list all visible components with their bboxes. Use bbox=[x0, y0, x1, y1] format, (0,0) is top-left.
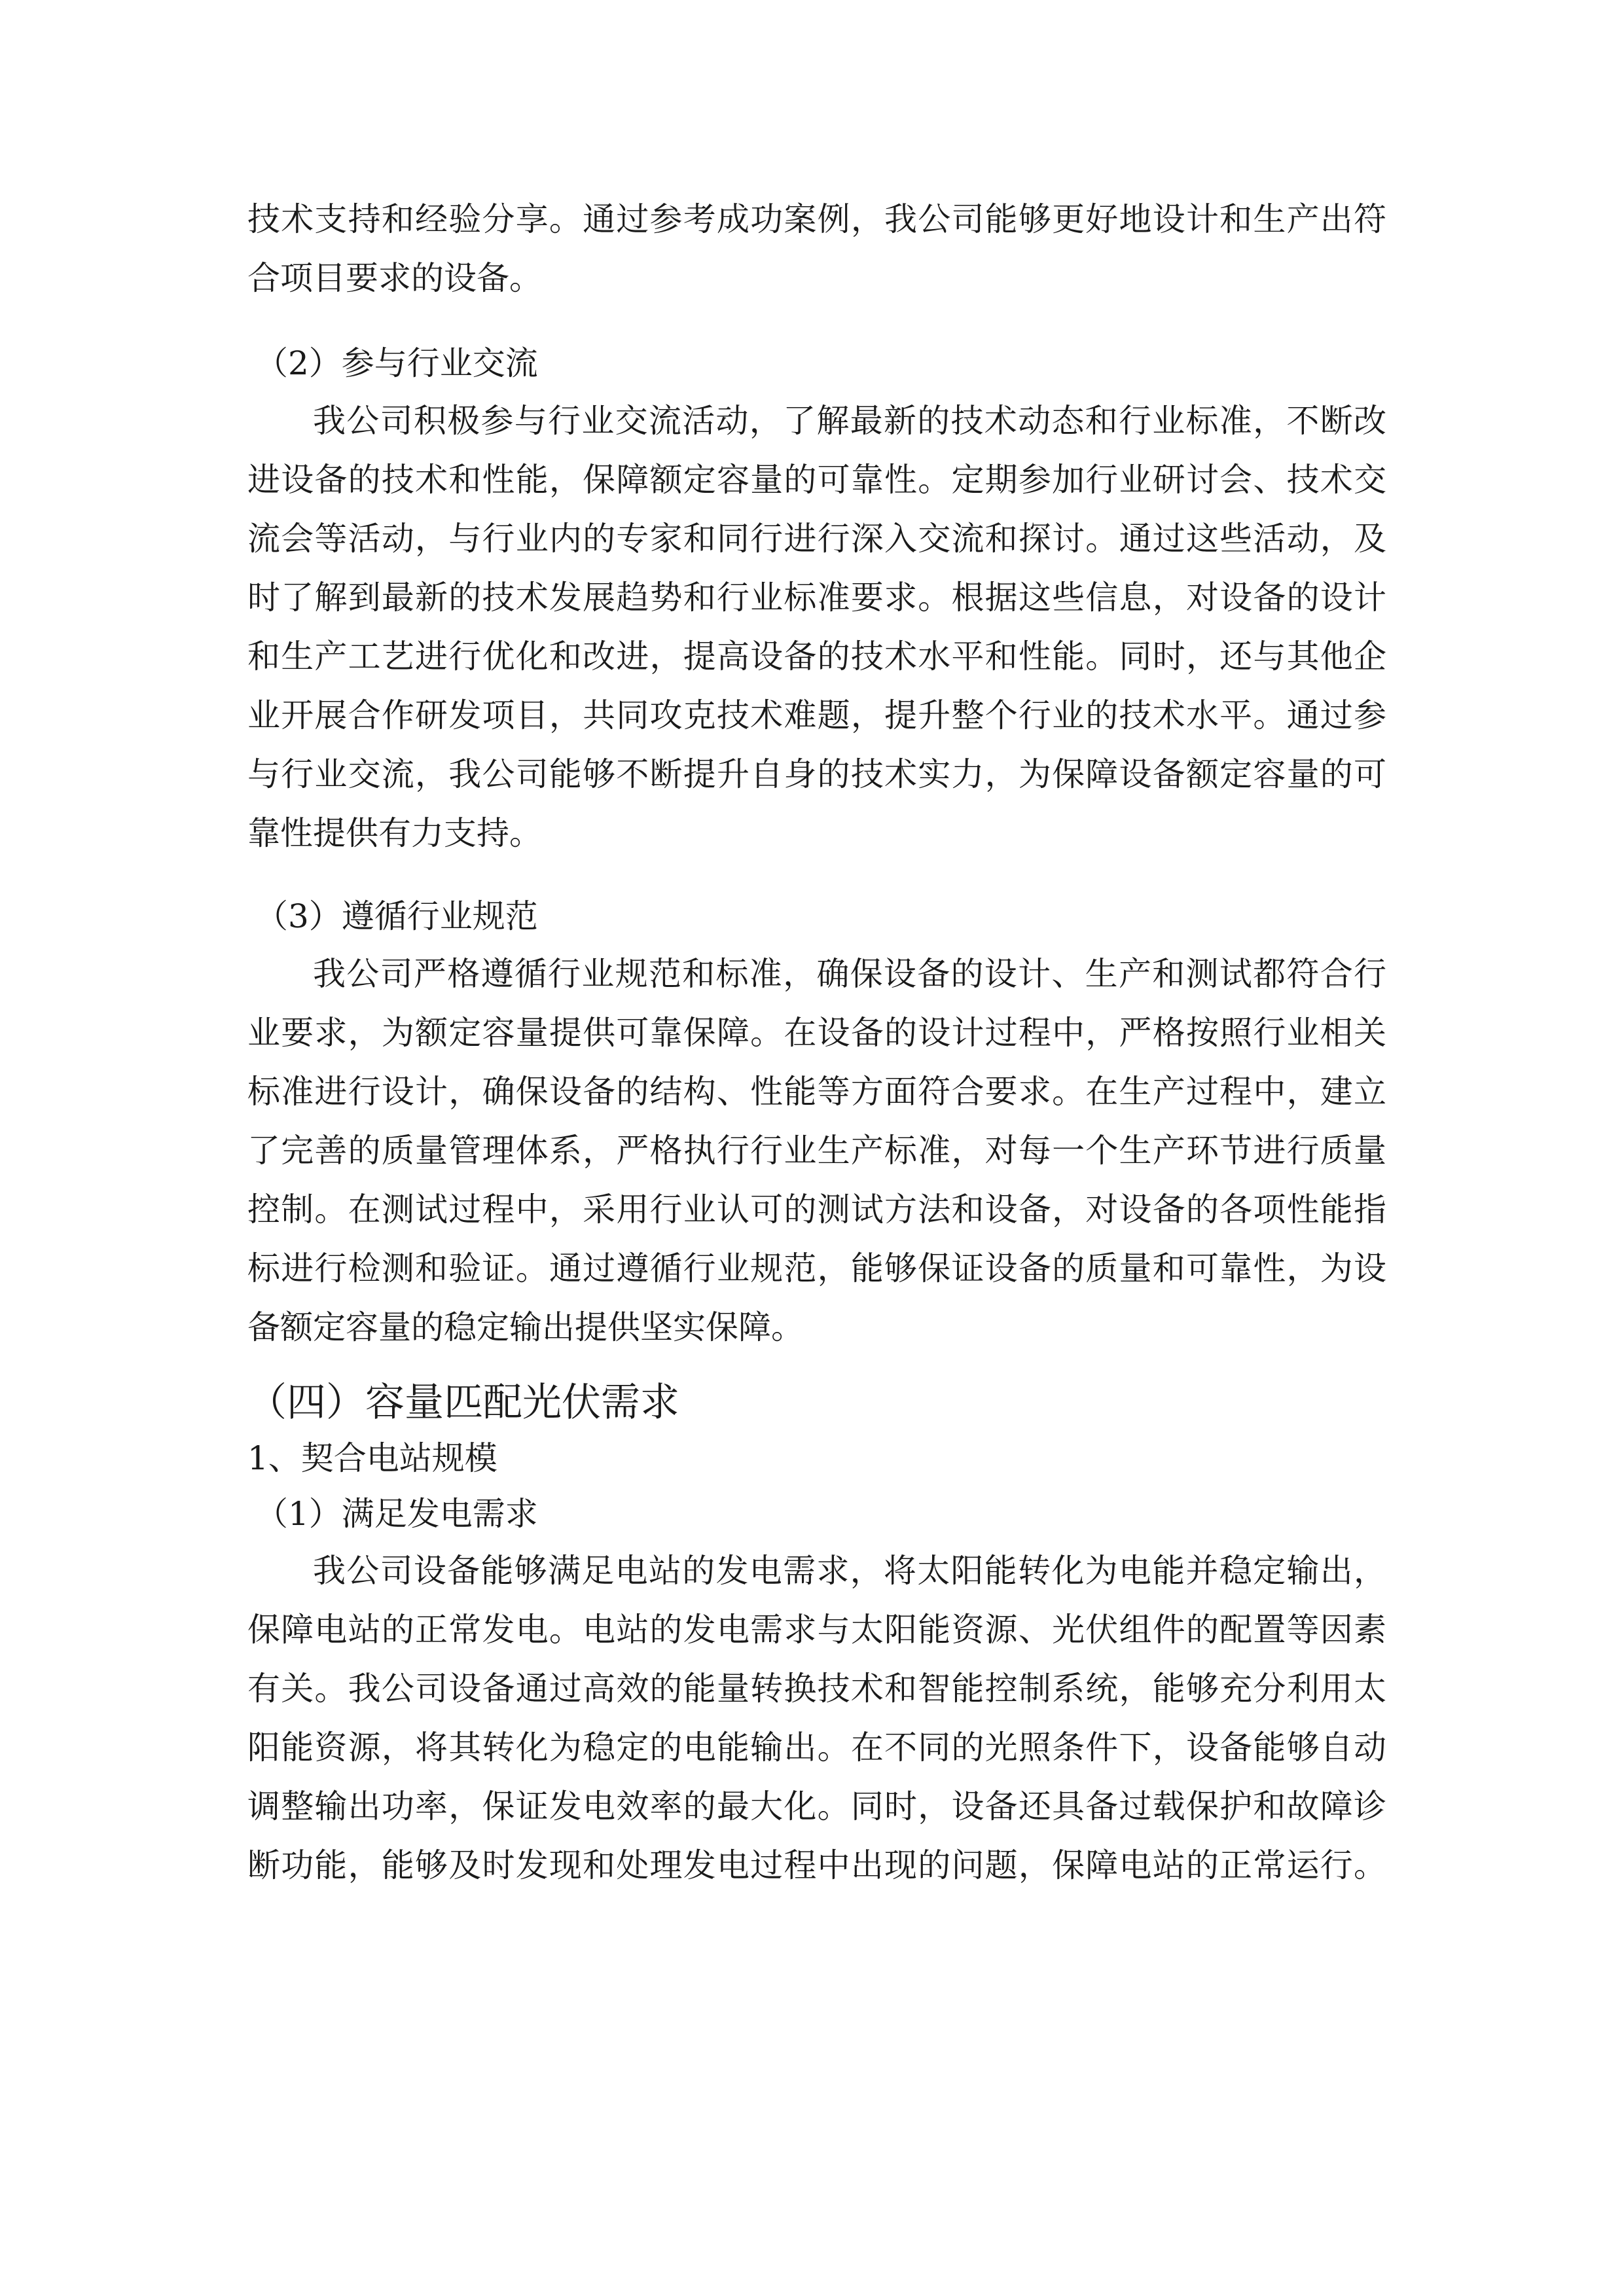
heading-station-scale: 1、契合电站规模 bbox=[247, 1439, 497, 1477]
paragraph-line: 业要求，为额定容量提供可靠保障。在设备的设计过程中，严格按照行业相关 bbox=[247, 1014, 1386, 1052]
subheading-follow-standards: （3）遵循行业规范 bbox=[255, 897, 538, 935]
paragraph-line: 进设备的技术和性能，保障额定容量的可靠性。定期参加行业研讨会、技术交 bbox=[247, 461, 1386, 499]
paragraph-line: 了完善的质量管理体系，严格执行行业生产标准，对每一个生产环节进行质量 bbox=[247, 1132, 1386, 1170]
paragraph-line: 有关。我公司设备通过高效的能量转换技术和智能控制系统，能够充分利用太 bbox=[247, 1670, 1386, 1708]
paragraph-line: 我公司严格遵循行业规范和标准，确保设备的设计、生产和测试都符合行 bbox=[313, 955, 1386, 993]
paragraph-line: 调整输出功率，保证发电效率的最大化。同时，设备还具备过载保护和故障诊 bbox=[247, 1787, 1386, 1825]
paragraph-line: 标准进行设计，确保设备的结构、性能等方面符合要求。在生产过程中，建立 bbox=[247, 1073, 1386, 1111]
paragraph-line: 保障电站的正常发电。电站的发电需求与太阳能资源、光伏组件的配置等因素 bbox=[247, 1611, 1386, 1649]
paragraph-line: 靠性提供有力支持。 bbox=[247, 814, 542, 852]
paragraph-line: 与行业交流，我公司能够不断提升自身的技术实力，为保障设备额定容量的可 bbox=[247, 755, 1386, 793]
paragraph-line: 断功能，能够及时发现和处理发电过程中出现的问题，保障电站的正常运行。 bbox=[247, 1846, 1386, 1884]
section-heading: （四）容量匹配光伏需求 bbox=[247, 1380, 679, 1426]
subheading-power-demand: （1）满足发电需求 bbox=[255, 1495, 538, 1533]
subheading-participate-exchange: （2）参与行业交流 bbox=[255, 344, 538, 382]
paragraph-line: 控制。在测试过程中，采用行业认可的测试方法和设备，对设备的各项性能指 bbox=[247, 1191, 1386, 1229]
paragraph-line: 流会等活动，与行业内的专家和同行进行深入交流和探讨。通过这些活动，及 bbox=[247, 520, 1386, 558]
paragraph-line: 标进行检测和验证。通过遵循行业规范，能够保证设备的质量和可靠性，为设 bbox=[247, 1249, 1386, 1287]
paragraph-line: 和生产工艺进行优化和改进，提高设备的技术水平和性能。同时，还与其他企 bbox=[247, 637, 1386, 675]
paragraph-line: 我公司积极参与行业交流活动，了解最新的技术动态和行业标准，不断改 bbox=[313, 402, 1386, 440]
paragraph-line: 时了解到最新的技术发展趋势和行业标准要求。根据这些信息，对设备的设计 bbox=[247, 579, 1386, 617]
paragraph-line: 合项目要求的设备。 bbox=[247, 259, 542, 297]
paragraph-line: 阳能资源，将其转化为稳定的电能输出。在不同的光照条件下，设备能够自动 bbox=[247, 1729, 1386, 1767]
paragraph-line: 技术支持和经验分享。通过参考成功案例，我公司能够更好地设计和生产出符 bbox=[247, 200, 1386, 238]
paragraph-line: 我公司设备能够满足电站的发电需求，将太阳能转化为电能并稳定输出， bbox=[313, 1552, 1386, 1590]
paragraph-line: 备额定容量的稳定输出提供坚实保障。 bbox=[247, 1308, 804, 1346]
paragraph-line: 业开展合作研发项目，共同攻克技术难题，提升整个行业的技术水平。通过参 bbox=[247, 696, 1386, 734]
